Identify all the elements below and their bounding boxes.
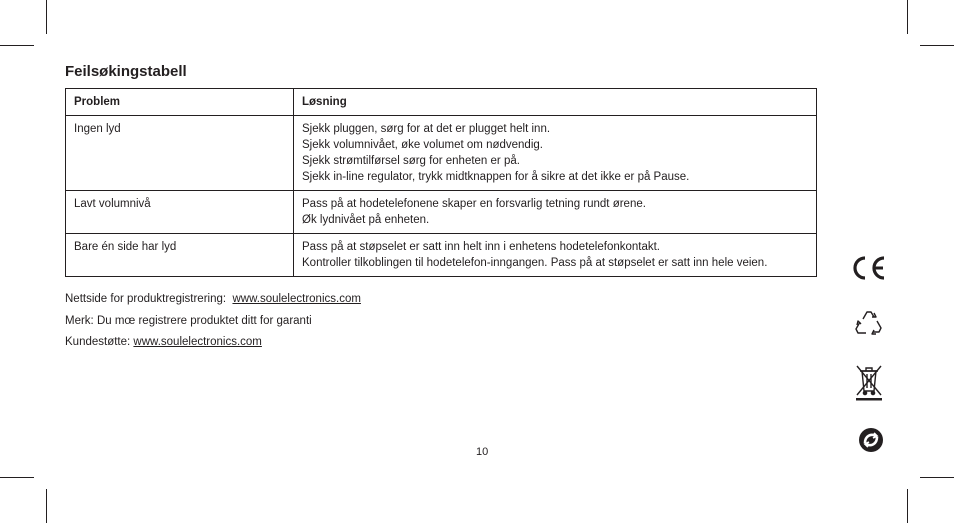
table-row (66, 116, 817, 191)
page-title: Feilsøkingstabell (65, 63, 187, 80)
problem-cell: Bare én side har lyd (66, 234, 294, 277)
recycle-icon (852, 308, 886, 338)
support-label: Kundestøtte: (65, 336, 131, 348)
weee-crossed-bin-icon (853, 363, 885, 401)
troubleshooting-table (65, 88, 817, 277)
crop-mark-top-left-horizontal (0, 45, 34, 46)
column-header-problem: Problem (66, 89, 294, 116)
solution-line: Sjekk pluggen, sørg for at det er plugget helt inn. (302, 123, 551, 135)
registration-label: Nettside for produktregistrering: (65, 293, 227, 305)
crop-mark-top-left-vertical (46, 0, 47, 34)
page-number: 10 (476, 446, 489, 458)
crop-mark-top-right-vertical (907, 0, 908, 34)
solution-line: Pass på at støpselet er satt inn helt inn i enhetens hodetelefonkontakt. (302, 241, 661, 253)
registration-link[interactable]: www.soulelectronics.com (232, 293, 361, 305)
solution-cell (294, 116, 817, 191)
solution-line: Øk lydnivået på enheten. (302, 214, 430, 226)
solution-line: Sjekk in-line regulator, trykk midtknappen for å sikre at det ikke er på Pause. (302, 171, 690, 183)
warranty-note: Merk: Du mœ registrere produktet ditt for garanti (65, 315, 312, 327)
table-row (66, 191, 817, 234)
support-link[interactable]: www.soulelectronics.com (133, 336, 262, 348)
problem-cell: Ingen lyd (66, 116, 294, 191)
solution-cell (294, 191, 817, 234)
crop-mark-bottom-right-horizontal (920, 477, 954, 478)
registration-line (65, 291, 361, 307)
solution-line: Pass på at hodetelefonene skaper en forsvarlig tetning rundt ørene. (302, 198, 646, 210)
crop-mark-top-right-horizontal (920, 45, 954, 46)
crop-mark-bottom-left-vertical (46, 489, 47, 523)
solution-line: Kontroller tilkoblingen til hodetelefon-inngangen. Pass på at støpselet er satt inn hele veien. (302, 257, 768, 269)
table-header-row (66, 89, 817, 116)
solution-line: Sjekk strømtilførsel sørg for enheten er på. (302, 155, 520, 167)
green-dot-icon (858, 427, 884, 453)
column-header-solution: Løsning (294, 89, 817, 116)
problem-cell: Lavt volumnivå (66, 191, 294, 234)
support-line (65, 334, 262, 350)
table-row (66, 234, 817, 277)
ce-mark-icon (851, 255, 887, 281)
crop-mark-bottom-left-horizontal (0, 477, 34, 478)
solution-line: Sjekk volumnivået, øke volumet om nødvendig. (302, 139, 543, 151)
solution-cell (294, 234, 817, 277)
crop-mark-bottom-right-vertical (907, 489, 908, 523)
